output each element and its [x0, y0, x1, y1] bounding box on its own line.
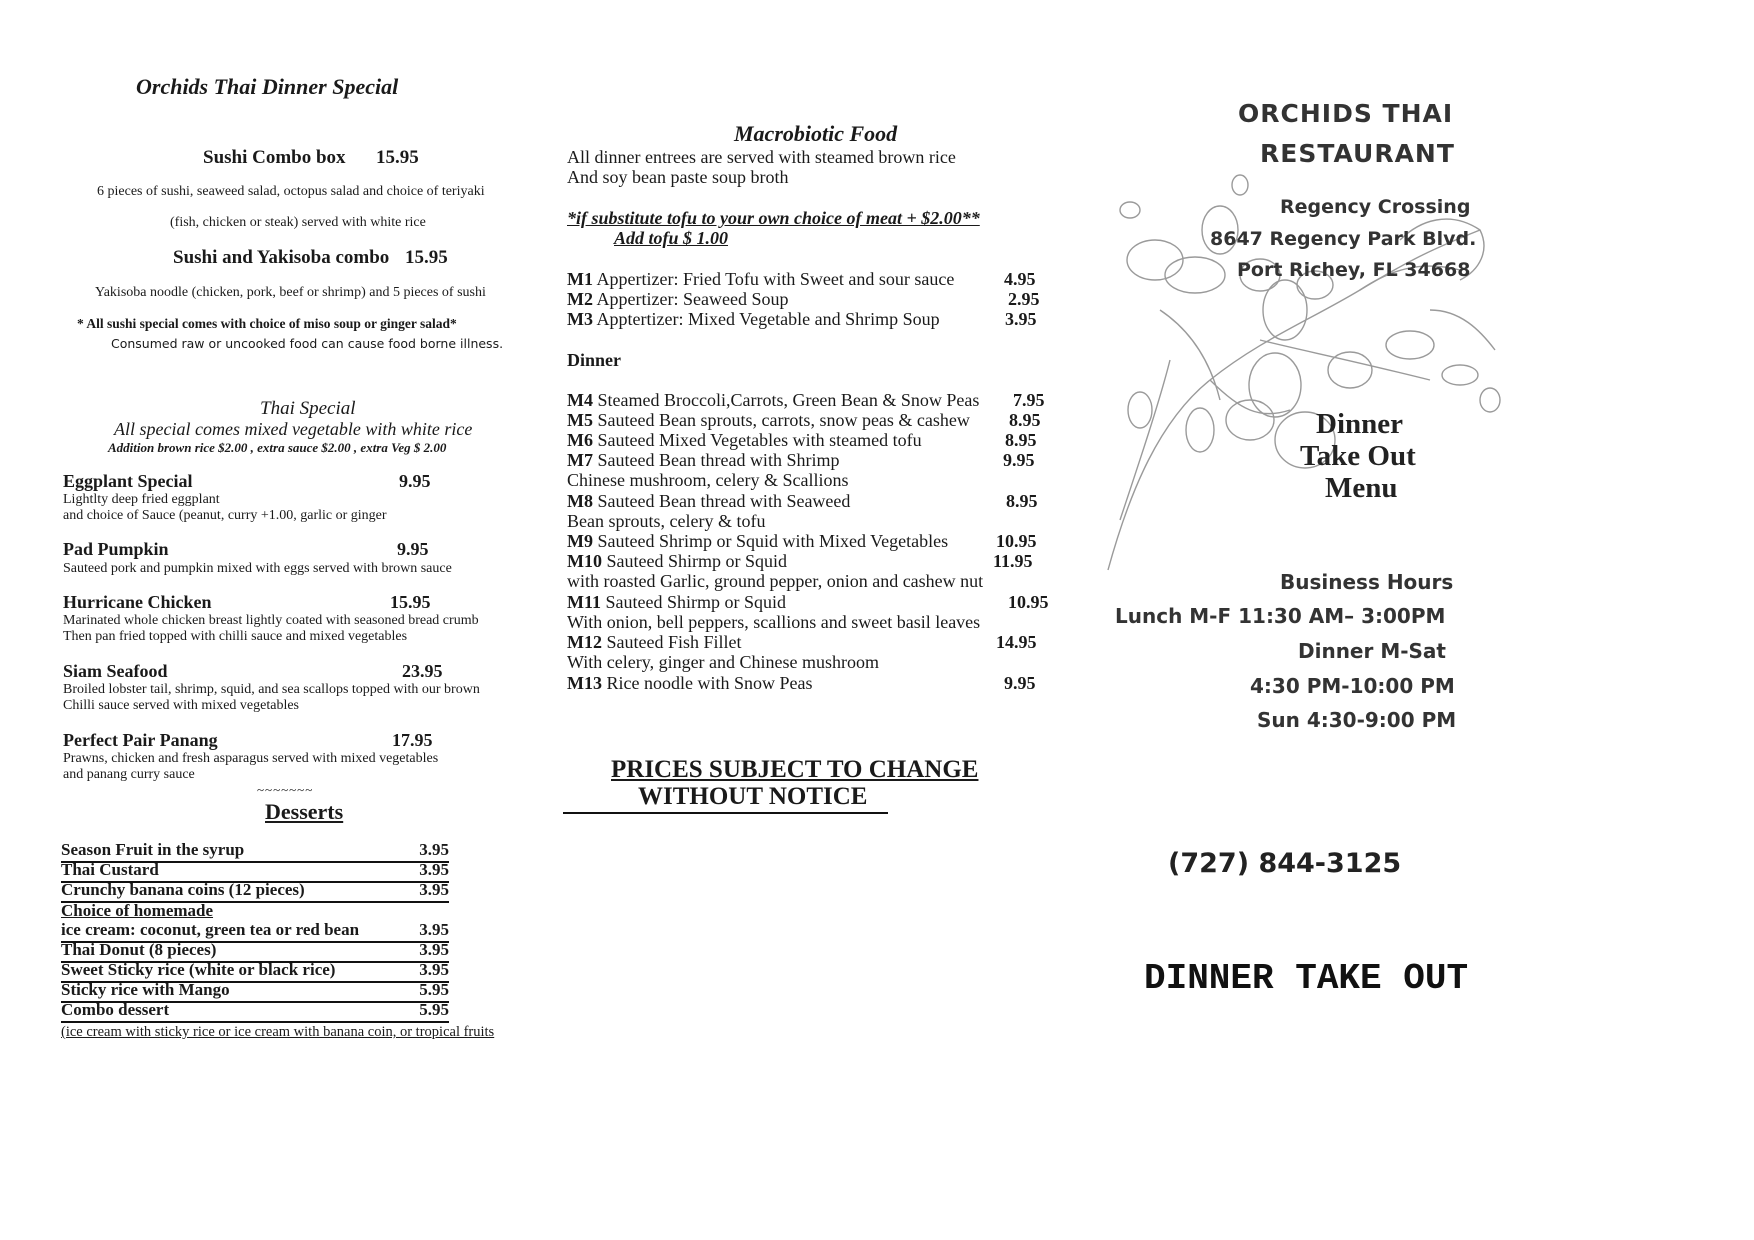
item-price: 17.95: [392, 730, 433, 750]
item-code: M9: [567, 531, 593, 551]
item-text: Sauteed Shrimp or Squid with Mixed Vegetables: [597, 531, 949, 551]
menu-title: Dinner: [1316, 408, 1403, 440]
item-text: Sauteed Bean sprouts, carrots, snow peas & cashew: [597, 410, 970, 430]
combo2-name: Sushi and Yakisoba combo: [173, 247, 390, 268]
item-text: Sauteed Mixed Vegetables with steamed tofu: [597, 430, 922, 450]
item-desc: and panang curry sauce: [63, 767, 195, 782]
item-price: 10.95: [1008, 592, 1049, 612]
dessert-row: [61, 881, 449, 903]
menu-item: [567, 309, 940, 329]
dessert-name: Sweet Sticky rice (white or black rice): [61, 960, 336, 979]
dessert-row: [61, 1001, 449, 1023]
address-line-3: Port Richey, FL 34668: [1237, 259, 1471, 281]
item-price: 9.95: [1003, 450, 1035, 470]
item-price: 9.95: [397, 539, 429, 559]
item-code: M13: [567, 673, 602, 693]
menu-item: [567, 269, 954, 289]
item-extra: With onion, bell peppers, scallions and sweet basil leaves: [567, 612, 981, 632]
item-code: M1: [567, 269, 593, 289]
dessert-name: Choice of homemade: [61, 901, 214, 920]
item-desc: Sauteed pork and pumpkin mixed with eggs served with brown sauce: [63, 561, 452, 576]
item-price: 9.95: [1004, 673, 1036, 693]
item-code: M11: [567, 592, 601, 612]
item-price: 8.95: [1005, 430, 1037, 450]
combo1-desc-2: (fish, chicken or steak) served with white rice: [170, 215, 426, 230]
address-line-2: 8647 Regency Park Blvd.: [1210, 228, 1477, 250]
item-name: Siam Seafood: [63, 661, 168, 681]
item-price: 8.95: [1009, 410, 1041, 430]
dessert-price: 5.95: [419, 1000, 449, 1019]
combo1-price: 15.95: [376, 147, 419, 168]
dinner-label: Dinner: [567, 350, 621, 370]
hours-dinner: Dinner M-Sat: [1298, 639, 1446, 663]
item-desc: Then pan fried topped with chilli sauce and mixed vegetables: [63, 629, 408, 644]
item-code: M12: [567, 632, 602, 652]
item-text: Apptertizer: Mixed Vegetable and Shrimp Soup: [596, 309, 940, 329]
item-price: 11.95: [993, 551, 1033, 571]
item-text: Appertizer: Seaweed Soup: [596, 289, 789, 309]
item-desc: Prawns, chicken and fresh asparagus served with mixed vegetables: [63, 751, 439, 766]
address-line: Regency Crossing: [1280, 196, 1471, 218]
menu-item: [567, 592, 786, 612]
dessert-name: Thai Custard: [61, 860, 159, 879]
tilde-divider: ~~~~~~~: [257, 782, 314, 797]
macrobiotic-title: Macrobiotic Food: [734, 121, 898, 146]
sushi-note: * All sushi special comes with choice of miso soup or ginger salad*: [77, 316, 457, 331]
menu-item: [567, 491, 850, 511]
item-text: Rice noodle with Snow Peas: [606, 673, 813, 693]
combo2-price: 15.95: [405, 247, 448, 268]
item-extra: Bean sprouts, celery & tofu: [567, 511, 766, 531]
thai-special-note: Addition brown rice $2.00 , extra sauce $2.00 , extra Veg $ 2.00: [108, 440, 447, 455]
thai-special-title: Thai Special: [260, 398, 356, 419]
menu-item: [567, 410, 970, 430]
add-tofu-note: Add tofu $ 1.00: [614, 228, 729, 248]
footer-dinner-take-out: DINNER TAKE OUT: [1144, 958, 1469, 999]
restaurant-name-2: RESTAURANT: [1260, 139, 1455, 168]
combo1-desc: 6 pieces of sushi, seaweed salad, octopus salad and choice of teriyaki: [97, 184, 485, 199]
item-code: M8: [567, 491, 593, 511]
item-desc: Broiled lobster tail, shrimp, squid, and sea scallops topped with our brown: [63, 682, 480, 697]
menu-item: [567, 673, 812, 693]
phone-number[interactable]: (727) 844-3125: [1168, 848, 1402, 879]
item-desc: Lightlty deep fried eggplant: [63, 492, 220, 507]
combo2-desc: Yakisoba noodle (chicken, pork, beef or shrimp) and 5 pieces of sushi: [95, 285, 486, 300]
item-name: Eggplant Special: [63, 471, 193, 491]
item-desc: Chilli sauce served with mixed vegetables: [63, 698, 299, 713]
dessert-price: 5.95: [419, 980, 449, 999]
item-name: Perfect Pair Panang: [63, 730, 218, 750]
desserts-title: Desserts: [265, 799, 344, 824]
hours-sunday: Sun 4:30-9:00 PM: [1257, 708, 1457, 732]
menu-title-2: Take Out: [1300, 440, 1416, 472]
dessert-price: 3.95: [419, 940, 449, 959]
item-code: M2: [567, 289, 593, 309]
dessert-price: 3.95: [419, 920, 449, 939]
menu-item: [567, 531, 948, 551]
restaurant-name: ORCHIDS THAI: [1238, 99, 1454, 128]
item-text: Sauteed Shirmp or Squid: [605, 592, 786, 612]
hours-dinner-time: 4:30 PM-10:00 PM: [1250, 674, 1455, 698]
combo1-name: Sushi Combo box: [203, 147, 346, 168]
dinner-special-title: Orchids Thai Dinner Special: [136, 74, 399, 99]
menu-item: [567, 632, 742, 652]
dessert-name: Combo dessert: [61, 1000, 170, 1019]
item-desc: and choice of Sauce (peanut, curry +1.00, garlic or ginger: [63, 508, 387, 523]
item-code: M4: [567, 390, 593, 410]
item-name: Hurricane Chicken: [63, 592, 212, 612]
notice-underline: [563, 812, 888, 814]
item-text: Sauteed Bean thread with Seaweed: [597, 491, 851, 511]
orchid-illustration: [1100, 160, 1550, 580]
item-desc: Marinated whole chicken breast lightly coated with seasoned bread crumb: [63, 613, 479, 628]
item-extra: With celery, ginger and Chinese mushroom: [567, 652, 880, 672]
item-price: 23.95: [402, 661, 443, 681]
item-text: Steamed Broccoli,Carrots, Green Bean & Snow Peas: [597, 390, 980, 410]
raw-warning: Consumed raw or uncooked food can cause food borne illness.: [111, 336, 504, 351]
item-price: 8.95: [1006, 491, 1038, 511]
dessert-price: 3.95: [419, 840, 449, 859]
dessert-name: Crunchy banana coins (12 pieces): [61, 880, 305, 899]
combo-dessert-note: (ice cream with sticky rice or ice cream with banana coin, or tropical fruits: [61, 1024, 495, 1040]
prices-notice: PRICES SUBJECT TO CHANGE: [611, 756, 979, 783]
prices-notice-2: WITHOUT NOTICE: [638, 783, 868, 810]
item-extra: Chinese mushroom, celery & Scallions: [567, 470, 849, 490]
item-price: 7.95: [1013, 390, 1045, 410]
item-text: Sauteed Shirmp or Squid: [606, 551, 787, 571]
item-code: M6: [567, 430, 593, 450]
item-text: Appertizer: Fried Tofu with Sweet and sour sauce: [596, 269, 955, 289]
dessert-name: Sticky rice with Mango: [61, 980, 230, 999]
item-extra: with roasted Garlic, ground pepper, onion and cashew nut: [567, 571, 984, 591]
macrobiotic-intro-2: And soy bean paste soup broth: [567, 167, 789, 187]
menu-item: [567, 430, 922, 450]
dessert-name: Season Fruit in the syrup: [61, 840, 245, 859]
dessert-price: 3.95: [419, 860, 449, 879]
menu-item: [567, 289, 788, 309]
item-text: Sauteed Bean thread with Shrimp: [597, 450, 840, 470]
dessert-name: ice cream: coconut, green tea or red bean: [61, 920, 360, 939]
menu-item: [567, 551, 787, 571]
hours-title: Business Hours: [1280, 570, 1454, 594]
menu-item: [567, 450, 839, 470]
item-price: 2.95: [1008, 289, 1040, 309]
item-text: Sauteed Fish Fillet: [606, 632, 742, 652]
item-price: 3.95: [1005, 309, 1037, 329]
macrobiotic-intro: All dinner entrees are served with steamed brown rice: [567, 147, 956, 167]
item-name: Pad Pumpkin: [63, 539, 169, 559]
hours-lunch: Lunch M-F 11:30 AM– 3:00PM: [1115, 604, 1446, 628]
item-code: M10: [567, 551, 602, 571]
item-code: M3: [567, 309, 593, 329]
dessert-price: 3.95: [419, 880, 449, 899]
item-price: 15.95: [390, 592, 431, 612]
item-code: M7: [567, 450, 593, 470]
substitute-note: *if substitute tofu to your own choice of meat + $2.00**: [567, 208, 980, 228]
item-price: 4.95: [1004, 269, 1036, 289]
item-code: M5: [567, 410, 593, 430]
thai-special-subtitle: All special comes mixed vegetable with white rice: [114, 419, 473, 439]
menu-item: [567, 390, 979, 410]
item-price: 10.95: [996, 531, 1037, 551]
item-price: 14.95: [996, 632, 1037, 652]
menu-title-3: Menu: [1325, 472, 1398, 504]
dessert-name: Thai Donut (8 pieces): [61, 940, 217, 959]
dessert-price: 3.95: [419, 960, 449, 979]
item-price: 9.95: [399, 471, 431, 491]
